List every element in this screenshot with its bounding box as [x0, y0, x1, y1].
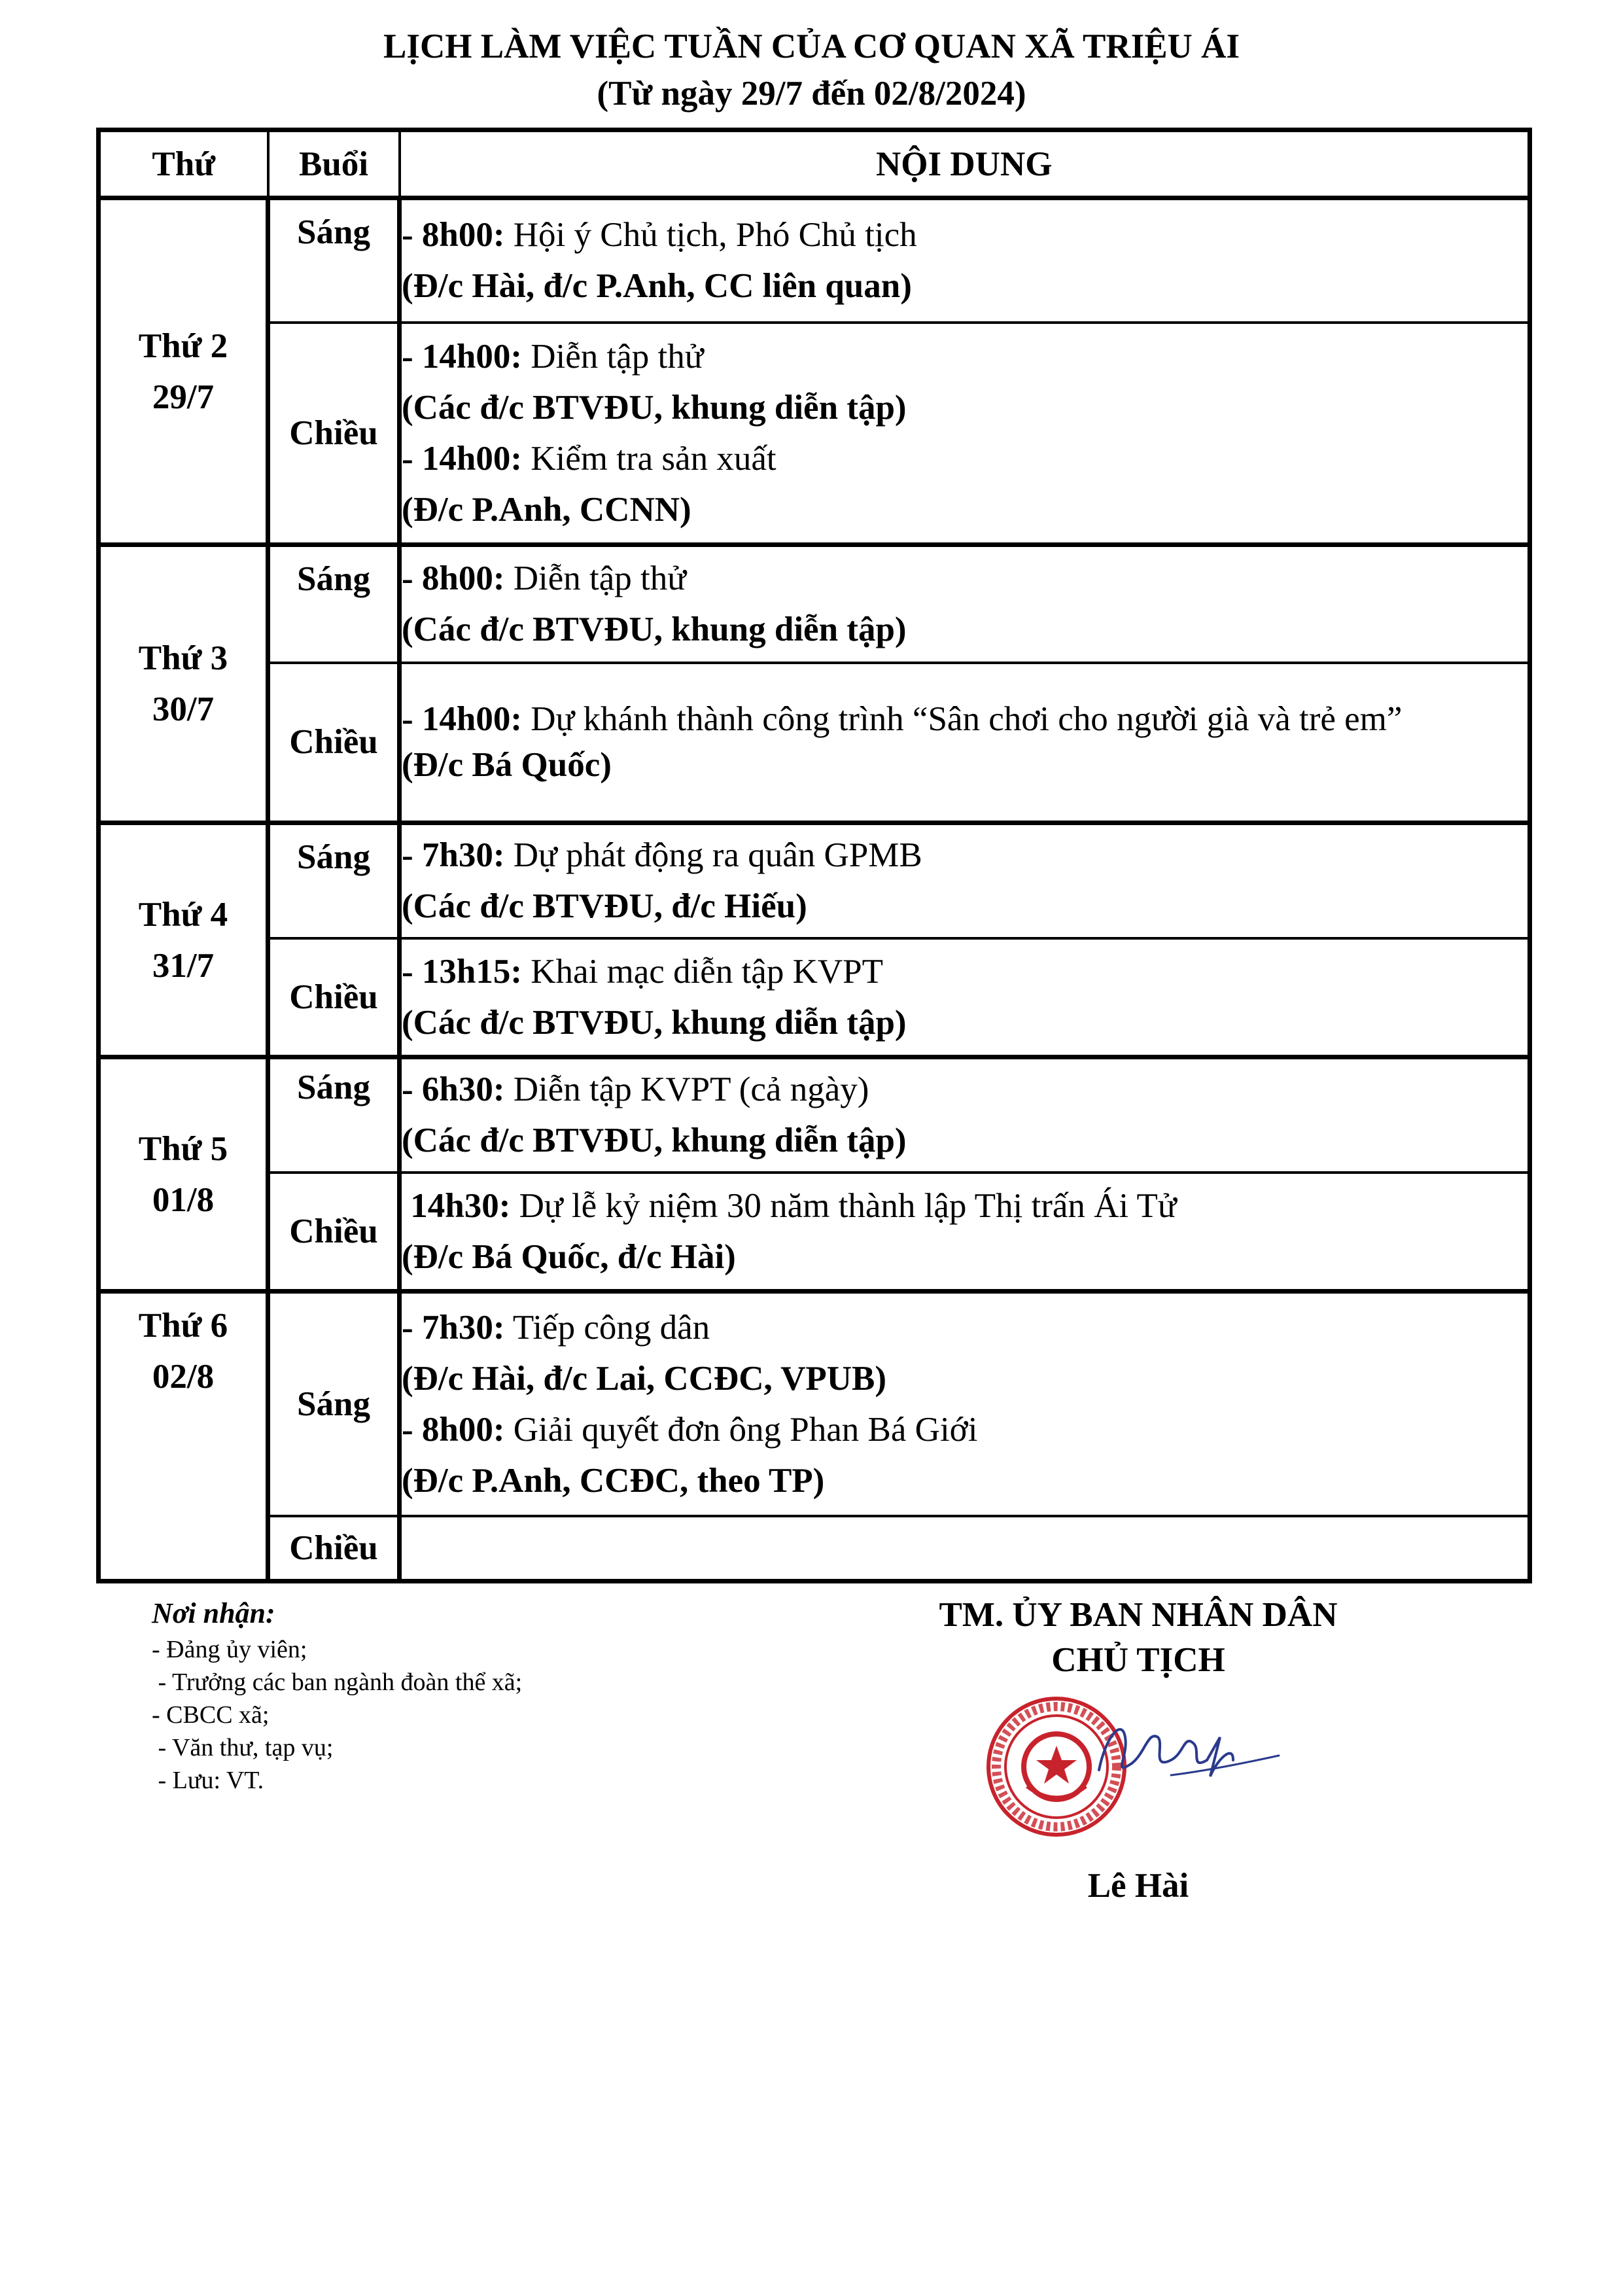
day-name: Thứ 2: [138, 327, 228, 365]
session-label: Chiều: [289, 723, 378, 762]
session-label: Sáng: [297, 1069, 370, 1106]
session-cell: [268, 545, 400, 663]
signature-position: CHỦ TỊCH: [1051, 1641, 1225, 1679]
entry-time: - 8h00:: [402, 216, 505, 255]
table-row: [99, 1057, 1530, 1173]
table-row: [99, 1173, 1530, 1292]
table-row: [99, 938, 1530, 1057]
entry-attendees: (Đ/c Bá Quốc, đ/c Hài): [402, 1237, 736, 1276]
session-cell: [268, 1516, 400, 1581]
entry-text: Diễn tập KVPT (cả ngày): [504, 1070, 869, 1109]
content-cell: [400, 823, 1530, 938]
table-row: [99, 823, 1530, 938]
header-session: Buổi: [268, 130, 400, 198]
entry-line: [402, 1180, 1527, 1231]
entry-line: [402, 830, 1527, 881]
recipient-item: - Văn thư, tạp vụ;: [152, 1734, 334, 1761]
entry-text: Diễn tập thử: [504, 559, 687, 598]
recipients-heading: Nơi nhận:: [152, 1597, 275, 1629]
schedule-table: [96, 128, 1532, 1583]
document-subtitle: (Từ ngày 29/7 đến 02/8/2024): [597, 75, 1026, 113]
table-row: [99, 663, 1530, 823]
content-cell-empty: [400, 1516, 1530, 1581]
recipients-block: [152, 1594, 522, 1797]
recipient-item: - Đảng ủy viên;: [152, 1636, 307, 1663]
table-row: [99, 323, 1530, 545]
recipient-item: - Trưởng các ban ngành đoàn thể xã;: [152, 1669, 523, 1696]
entry-time: 14h30:: [402, 1186, 511, 1225]
entry-time: - 8h00:: [402, 559, 505, 598]
entry-attendees: (Đ/c Hài, đ/c P.Anh, CC liên quan): [402, 267, 912, 306]
entry-attendees: (Các đ/c BTVĐU, khung diễn tập): [402, 1122, 907, 1160]
handwritten-signature-icon: [1086, 1698, 1282, 1803]
signature-org-title: TM. ỦY BAN NHÂN DÂN: [939, 1596, 1338, 1634]
content-cell: [400, 1292, 1530, 1516]
content-cell: [400, 198, 1530, 323]
day-cell: [99, 545, 268, 823]
day-name: Thứ 6: [138, 1307, 228, 1345]
day-name: Thứ 5: [138, 1129, 228, 1168]
entry-text: Dự phát động ra quân GPMB: [504, 836, 922, 875]
document-title: LỊCH LÀM VIỆC TUẦN CỦA CƠ QUAN XÃ TRIỆU ÁI: [383, 27, 1240, 65]
entry-time: - 8h00:: [402, 1410, 505, 1449]
entry-line: [402, 946, 1527, 997]
entry-time: - 14h00:: [402, 439, 523, 478]
session-label: Chiều: [289, 1528, 378, 1567]
session-cell: [268, 1057, 400, 1173]
entry-text: Diễn tập thử: [522, 337, 704, 376]
header-day: Thứ: [99, 130, 268, 198]
session-cell: [268, 198, 400, 323]
entry-text: Dự lễ kỷ niệm 30 năm thành lập Thị trấn Ái Tử: [510, 1186, 1177, 1225]
entry-time: - 13h15:: [402, 952, 523, 991]
session-cell: [268, 1292, 400, 1516]
day-date: 31/7: [152, 946, 215, 985]
entry-attendees: (Đ/c P.Anh, CCNN): [402, 490, 691, 529]
entry-time: - 14h00:: [402, 700, 523, 739]
entry-line: [402, 696, 1527, 742]
entry-text: Dự khánh thành công trình “Sân chơi cho người già và trẻ em”: [522, 700, 1403, 739]
session-label: Sáng: [297, 1385, 370, 1423]
entry-time: - 6h30:: [402, 1070, 505, 1109]
day-date: 30/7: [152, 690, 215, 728]
entry-line: [402, 553, 1527, 604]
entry-line: [402, 433, 1527, 484]
entry-attendees: (Các đ/c BTVĐU, khung diễn tập): [402, 1003, 907, 1042]
table-row: [99, 1292, 1530, 1516]
entry-attendees: (Đ/c Bá Quốc): [402, 746, 612, 785]
entry-line: [402, 209, 1527, 260]
session-cell: [268, 938, 400, 1057]
content-cell: [400, 938, 1530, 1057]
entry-time: - 7h30:: [402, 836, 505, 875]
session-label: Sáng: [297, 838, 370, 876]
recipient-item: - Lưu: VT.: [152, 1767, 264, 1794]
session-label: Chiều: [289, 414, 378, 452]
day-date: 29/7: [152, 378, 215, 416]
entry-attendees: (Các đ/c BTVĐU, đ/c Hiếu): [402, 887, 807, 926]
session-cell: [268, 663, 400, 823]
session-label: Chiều: [289, 978, 378, 1016]
content-cell: [400, 545, 1530, 663]
day-cell: [99, 1057, 268, 1292]
session-cell: [268, 1173, 400, 1292]
session-cell: [268, 323, 400, 545]
content-cell: [400, 663, 1530, 823]
session-label: Sáng: [297, 213, 370, 251]
recipient-item: - CBCC xã;: [152, 1701, 270, 1729]
day-cell: [99, 823, 268, 1057]
entry-attendees: (Đ/c Hài, đ/c Lai, CCĐC, VPUB): [402, 1359, 886, 1398]
content-cell: [400, 1057, 1530, 1173]
session-label: Chiều: [289, 1212, 378, 1250]
entry-time: - 7h30:: [402, 1308, 505, 1347]
entry-text: Hội ý Chủ tịch, Phó Chủ tịch: [504, 216, 917, 255]
session-label: Sáng: [297, 560, 370, 598]
table-row: [99, 1516, 1530, 1581]
signer-name: Lê Hài: [1087, 1867, 1189, 1905]
entry-text: Kiểm tra sản xuất: [522, 439, 777, 478]
entry-line: [402, 1404, 1527, 1455]
day-date: 01/8: [152, 1180, 215, 1219]
content-cell: [400, 323, 1530, 545]
table-header-row: [99, 130, 1530, 198]
entry-attendees: (Các đ/c BTVĐU, khung diễn tập): [402, 610, 907, 649]
content-cell: [400, 1173, 1530, 1292]
entry-line: [402, 331, 1527, 382]
entry-line: [402, 1064, 1527, 1115]
table-row: [99, 545, 1530, 663]
session-cell: [268, 823, 400, 938]
entry-attendees: (Đ/c P.Anh, CCĐC, theo TP): [402, 1461, 825, 1500]
table-row: [99, 198, 1530, 323]
day-cell: [99, 1292, 268, 1581]
day-name: Thứ 4: [138, 895, 228, 934]
entry-text: Khai mạc diễn tập KVPT: [522, 952, 883, 991]
entry-attendees: (Các đ/c BTVĐU, khung diễn tập): [402, 388, 907, 427]
day-cell: [99, 198, 268, 545]
entry-text: Tiếp công dân: [504, 1308, 710, 1347]
entry-time: - 14h00:: [402, 337, 523, 376]
entry-line: [402, 1302, 1527, 1353]
day-date: 02/8: [152, 1358, 215, 1396]
entry-text: Giải quyết đơn ông Phan Bá Giới: [504, 1410, 978, 1449]
header-content: NỘI DUNG: [400, 130, 1530, 198]
day-name: Thứ 3: [138, 639, 228, 677]
